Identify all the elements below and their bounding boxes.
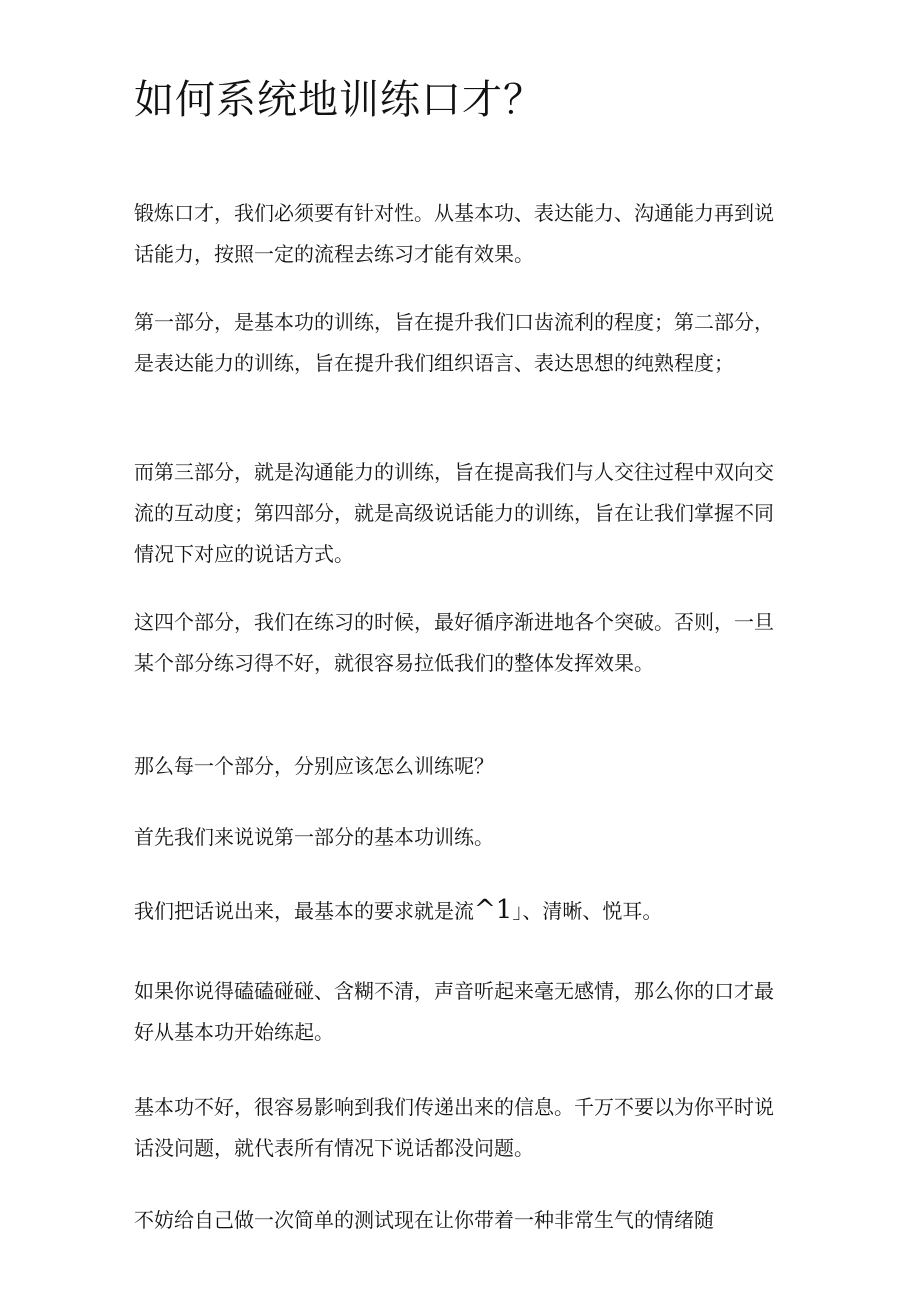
paragraph-basic-importance: 基本功不好，很容易影响到我们传递出来的信息。千万不要以为你平时说话没问题，就代表所有情况下说话都没问题。 (134, 1095, 774, 1160)
requirement-text-before: 我们把话说出来，最基本的要求就是流 (134, 899, 474, 923)
paragraph-intro: 锻炼口才，我们必须要有针对性。从基本功、表达能力、沟通能力再到说话能力，按照一定的流程去练习才能有效果。 (134, 201, 774, 266)
paragraph-self-test: 不妨给自己做一次简单的测试现在让你带着一种非常生气的情绪随 (134, 1208, 714, 1232)
footnote-mark: ^1 (474, 895, 513, 925)
document-title: 如何系统地训练口才？ (134, 77, 544, 123)
requirement-text-after: 」、清晰、悦耳。 (512, 899, 663, 923)
paragraph-unclear-speech: 如果你说得磕磕碰碰、含糊不清，声音听起来毫无感情，那么你的口才最好从基本功开始练起。 (134, 979, 774, 1044)
paragraph-step-by-step: 这四个部分，我们在练习的时候，最好循序渐进地各个突破。否则，一旦某个部分练习得不好，就很容易拉低我们的整体发挥效果。 (134, 610, 774, 675)
paragraph-basic-requirement (134, 890, 779, 932)
paragraph-parts-three-four: 而第三部分，就是沟通能力的训练，旨在提高我们与人交往过程中双向交流的互动度；第四部分，就是高级说话能力的训练，旨在让我们掌握不同情况下对应的说话方式。 (134, 460, 774, 566)
paragraph-question: 那么每一个部分，分别应该怎么训练呢？ (134, 754, 494, 778)
paragraph-basic-training: 首先我们来说说第一部分的基本功训练。 (134, 825, 494, 849)
paragraph-parts-one-two: 第一部分，是基本功的训练，旨在提升我们口齿流利的程度；第二部分，是表达能力的训练，旨在提升我们组织语言、表达思想的纯熟程度； (134, 310, 774, 375)
